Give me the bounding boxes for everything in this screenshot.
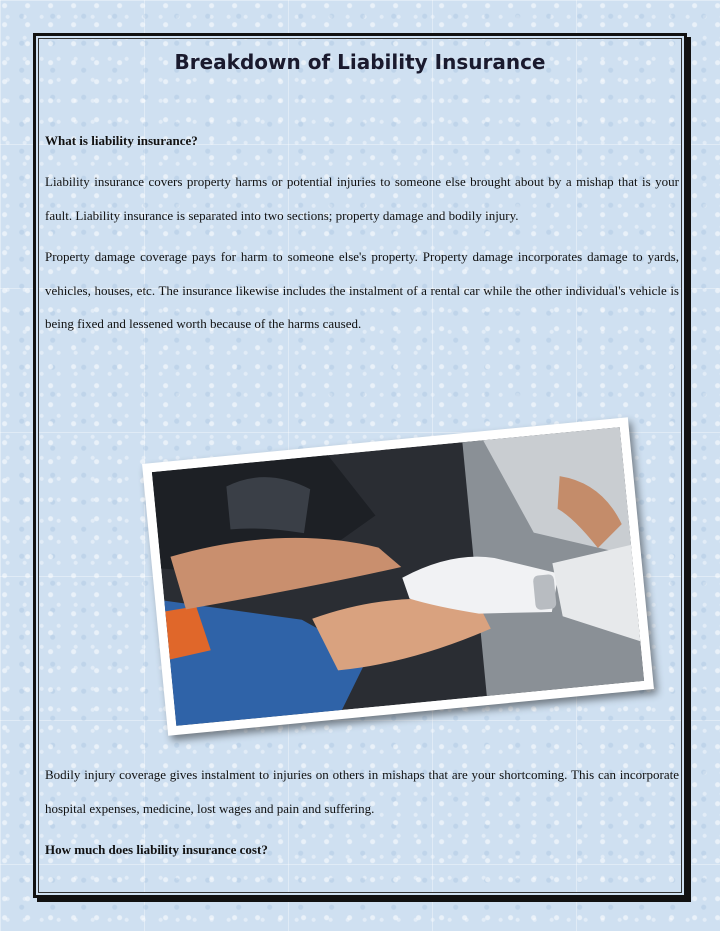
heading-what-is-liability: What is liability insurance? — [45, 133, 198, 148]
heading-liability-cost: How much does liability insurance cost? — [45, 842, 268, 857]
paragraph-liability-definition: Liability insurance covers property harms or potential injuries to someone else brought about by a mishap that is your fault. Liability insurance is separated into two sections; property damage and bodily injury. — [45, 174, 679, 223]
page-title: Breakdown of Liability Insurance — [174, 50, 546, 74]
photo-illustration — [152, 427, 644, 726]
paragraph-bodily-injury: Bodily injury coverage gives instalment to injuries on others in mishaps that are your shortcoming. This can incorporate hospital expenses, medicine, lost wages and pain and suffering. — [45, 767, 679, 816]
paragraph-property-damage: Property damage coverage pays for harm to someone else's property. Property damage incorporates damage to yards, vehicles, houses, etc. The insurance likewise includes the instalment of a rental car while the other individual's vehicle is being fixed and lessened worth because of the harms caused. — [45, 249, 679, 331]
photo-medical-hands — [142, 417, 654, 736]
page-frame — [33, 33, 687, 898]
